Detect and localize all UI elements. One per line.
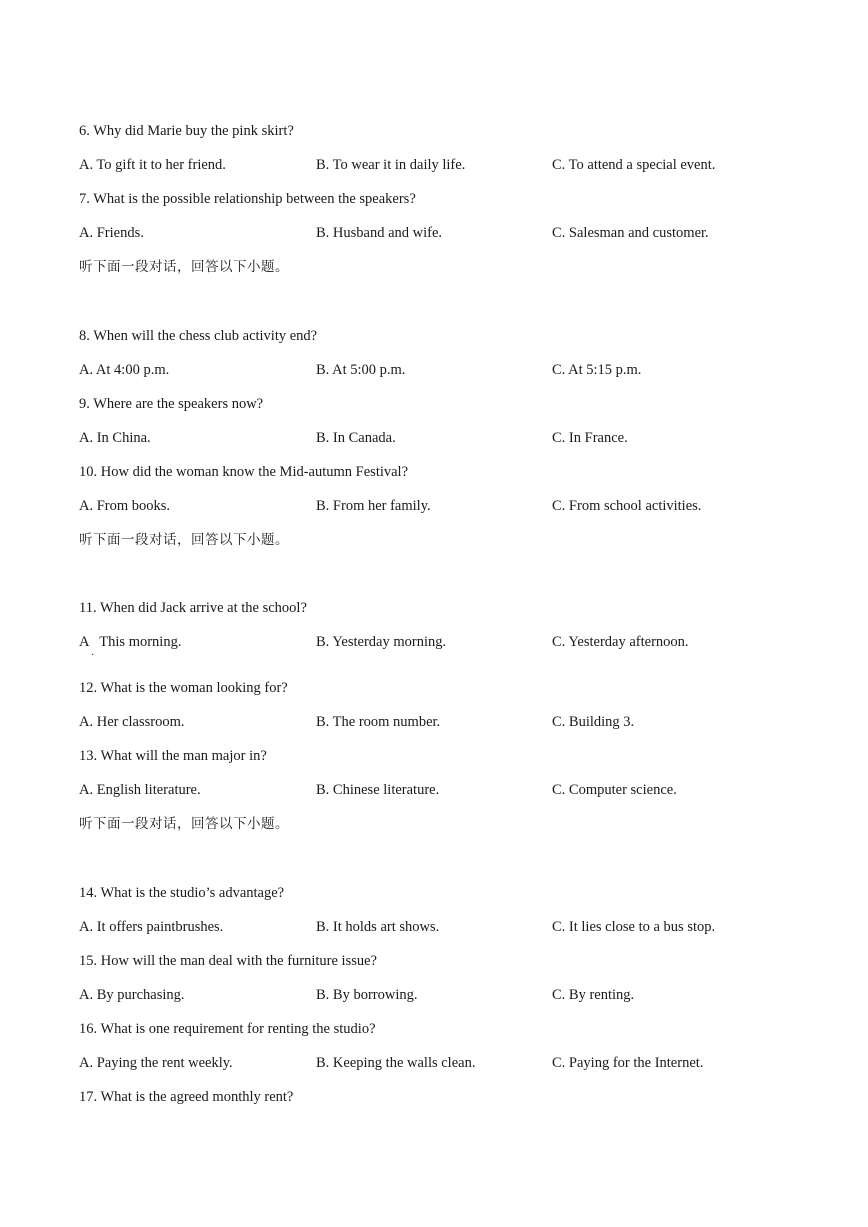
instruction-text: 听下面一段对话，回答以下小题。 xyxy=(79,816,289,832)
q13-option-c: C. Computer science. xyxy=(552,782,677,798)
question-8: 8. When will the chess club activity end? xyxy=(79,328,318,344)
q14-option-c: C. It lies close to a bus stop. xyxy=(552,919,716,935)
q7-option-c: C. Salesman and customer. xyxy=(552,225,709,241)
q10-option-b: B. From her family. xyxy=(316,498,431,514)
q11-option-b: B. Yesterday morning. xyxy=(316,634,447,650)
q8-option-b: B. At 5:00 p.m. xyxy=(316,362,406,378)
q12-option-a: A. Her classroom. xyxy=(79,714,185,730)
q9-option-b: B. In Canada. xyxy=(316,430,396,446)
q10-option-c: C. From school activities. xyxy=(552,498,702,514)
question-9: 9. Where are the speakers now? xyxy=(79,396,264,412)
q9-option-a: A. In China. xyxy=(79,430,151,446)
question-12: 12. What is the woman looking for? xyxy=(79,680,288,696)
q7-option-a: A. Friends. xyxy=(79,225,144,241)
q14-option-a: A. It offers paintbrushes. xyxy=(79,919,224,935)
question-17: 17. What is the agreed monthly rent? xyxy=(79,1089,294,1105)
instruction-text: 听下面一段对话，回答以下小题。 xyxy=(79,532,289,548)
question-16: 16. What is one requirement for renting the studio? xyxy=(79,1021,376,1037)
q12-option-b: B. The room number. xyxy=(316,714,441,730)
instruction-text: 听下面一段对话，回答以下小题。 xyxy=(79,259,289,275)
q16-option-a: A. Paying the rent weekly. xyxy=(79,1055,233,1071)
q15-option-a: A. By purchasing. xyxy=(79,987,185,1003)
q13-option-a: A. English literature. xyxy=(79,782,201,798)
q16-option-c: C. Paying for the Internet. xyxy=(552,1055,704,1071)
question-15: 15. How will the man deal with the furniture issue? xyxy=(79,953,377,969)
q6-option-c: C. To attend a special event. xyxy=(552,157,716,173)
q7-option-b: B. Husband and wife. xyxy=(316,225,443,241)
q6-option-a: A. To gift it to her friend. xyxy=(79,157,226,173)
question-11: 11. When did Jack arrive at the school? xyxy=(79,600,307,616)
stray-dot: · xyxy=(91,650,95,661)
q12-option-c: C. Building 3. xyxy=(552,714,635,730)
q15-option-b: B. By borrowing. xyxy=(316,987,418,1003)
q15-option-c: C. By renting. xyxy=(552,987,635,1003)
question-14: 14. What is the studio’s advantage? xyxy=(79,885,285,901)
question-13: 13. What will the man major in? xyxy=(79,748,267,764)
q10-option-a: A. From books. xyxy=(79,498,171,514)
q14-option-b: B. It holds art shows. xyxy=(316,919,440,935)
q8-option-a: A. At 4:00 p.m. xyxy=(79,362,170,378)
q6-option-b: B. To wear it in daily life. xyxy=(316,157,466,173)
q8-option-c: C. At 5:15 p.m. xyxy=(552,362,642,378)
q11-option-a: A This morning. xyxy=(79,634,182,650)
question-6: 6. Why did Marie buy the pink skirt? xyxy=(79,123,294,139)
question-10: 10. How did the woman know the Mid-autumn Festival? xyxy=(79,464,409,480)
q13-option-b: B. Chinese literature. xyxy=(316,782,440,798)
q11-option-c: C. Yesterday afternoon. xyxy=(552,634,689,650)
question-7: 7. What is the possible relationship between the speakers? xyxy=(79,191,416,207)
q9-option-c: C. In France. xyxy=(552,430,628,446)
q16-option-b: B. Keeping the walls clean. xyxy=(316,1055,476,1071)
